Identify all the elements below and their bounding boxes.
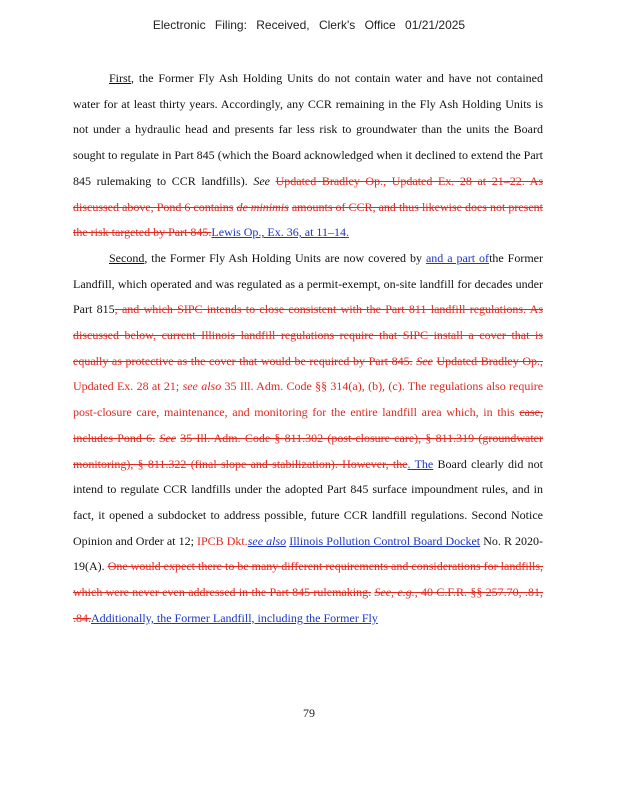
p2-inserted-see-also: see also (247, 533, 287, 548)
p2-deleted-see-1: See (416, 353, 433, 368)
p2-red-text-2: 35 Ill. Adm. Code §§ 314(a), (b), (c). The regulations also require post-closure care, maintenance, and monitoring for the entire landfill area which, in this (73, 379, 544, 420)
p2-text-2: the Former Landfill, which operated and was regulated as a permit-exempt, on-site landfill for decades under Part 815 (73, 250, 543, 317)
paragraph-first (73, 66, 543, 246)
p2-deleted-2: Updated Bradley Op., (436, 353, 544, 368)
p2-deleted-1: , and which SIPC intends to close consistent with the Part 811 landfill regulations. As discussed below, current Illinois landfill regulations require that SIPC install a cover that is equally as protective as the cover that would be required by Part 845. (73, 302, 543, 368)
p2-red-ipcb: IPCB Dkt. (196, 533, 248, 548)
paragraph-second (73, 246, 543, 632)
p1-inserted-citation: Lewis Op., Ex. 36, at 11–14. (211, 225, 349, 240)
p2-inserted-1: and a part of (425, 250, 490, 265)
p2-red-text-1: Updated Ex. 28 at 21; (73, 379, 180, 394)
p2-text-4: No. R 2020-19(A). (73, 533, 544, 574)
p2-red-see-also: see also (182, 379, 222, 394)
page-number: 79 (303, 706, 315, 720)
p2-inserted-2: . The (407, 456, 434, 471)
p1-deleted-de-minimis: de minimis (236, 199, 289, 214)
first-label: First (109, 71, 132, 85)
p2-text-1: , the Former Fly Ash Holding Units are now covered by (144, 250, 422, 265)
p2-deleted-4: 35 Ill. Adm. Code § 811.302 (post-closure care), § 811.319 (groundwater monitoring), § 811.322 (final slope and stabilization). However, the (73, 430, 544, 471)
filing-header: Electronic Filing: Received, Clerk's Office 01/21/2025 (152, 18, 466, 32)
p1-text: , the Former Fly Ash Holding Units do not contain water and have not contained water for at least thirty years. Accordingly, any CCR remaining in the Fly Ash Holding Units is not under a hydraulic head and presents far less risk to groundwater than the units the Board sought to regulate in Part 845 (which the Board acknowledged when it declined to extend the Part 845 rulemaking to CCR landfills). (73, 71, 543, 188)
p2-deleted-see-2: See (159, 430, 176, 445)
p1-deleted-text-1: Updated Bradley Op., Updated Ex. 28 at 21–22. As discussed above, Pond 6 contains (73, 173, 544, 214)
p2-deleted-5: One would expect there to be many different requirements and considerations for landfills, which were never even addressed in the Part 845 rulemaking. (73, 559, 544, 600)
p2-inserted-docket: Illinois Pollution Control Board Docket (289, 533, 481, 548)
document-body (73, 66, 543, 631)
p2-deleted-6: , 40 C.F.R. §§ 257.70, .81, .84. (73, 585, 544, 625)
p2-deleted-see-eg: See, e.g. (374, 585, 415, 600)
p1-deleted-text-2: amounts of CCR, and thus likewise does not present the risk targeted by Part 845. (73, 199, 544, 240)
p1-see: See (253, 173, 270, 188)
second-label: Second (109, 250, 145, 265)
p2-text-3: Board clearly did not intend to regulate CCR landfills under the adopted Part 845 surface impoundment rules, and in fact, it opened a subdocket to address possible, future CCR landfill regulations. Second Notice Opinion and Order at 12; (73, 456, 543, 548)
p2-inserted-4: Additionally, the Former Landfill, including the Former Fly (91, 610, 378, 625)
p2-deleted-3: case, includes Pond 6. (73, 405, 543, 445)
